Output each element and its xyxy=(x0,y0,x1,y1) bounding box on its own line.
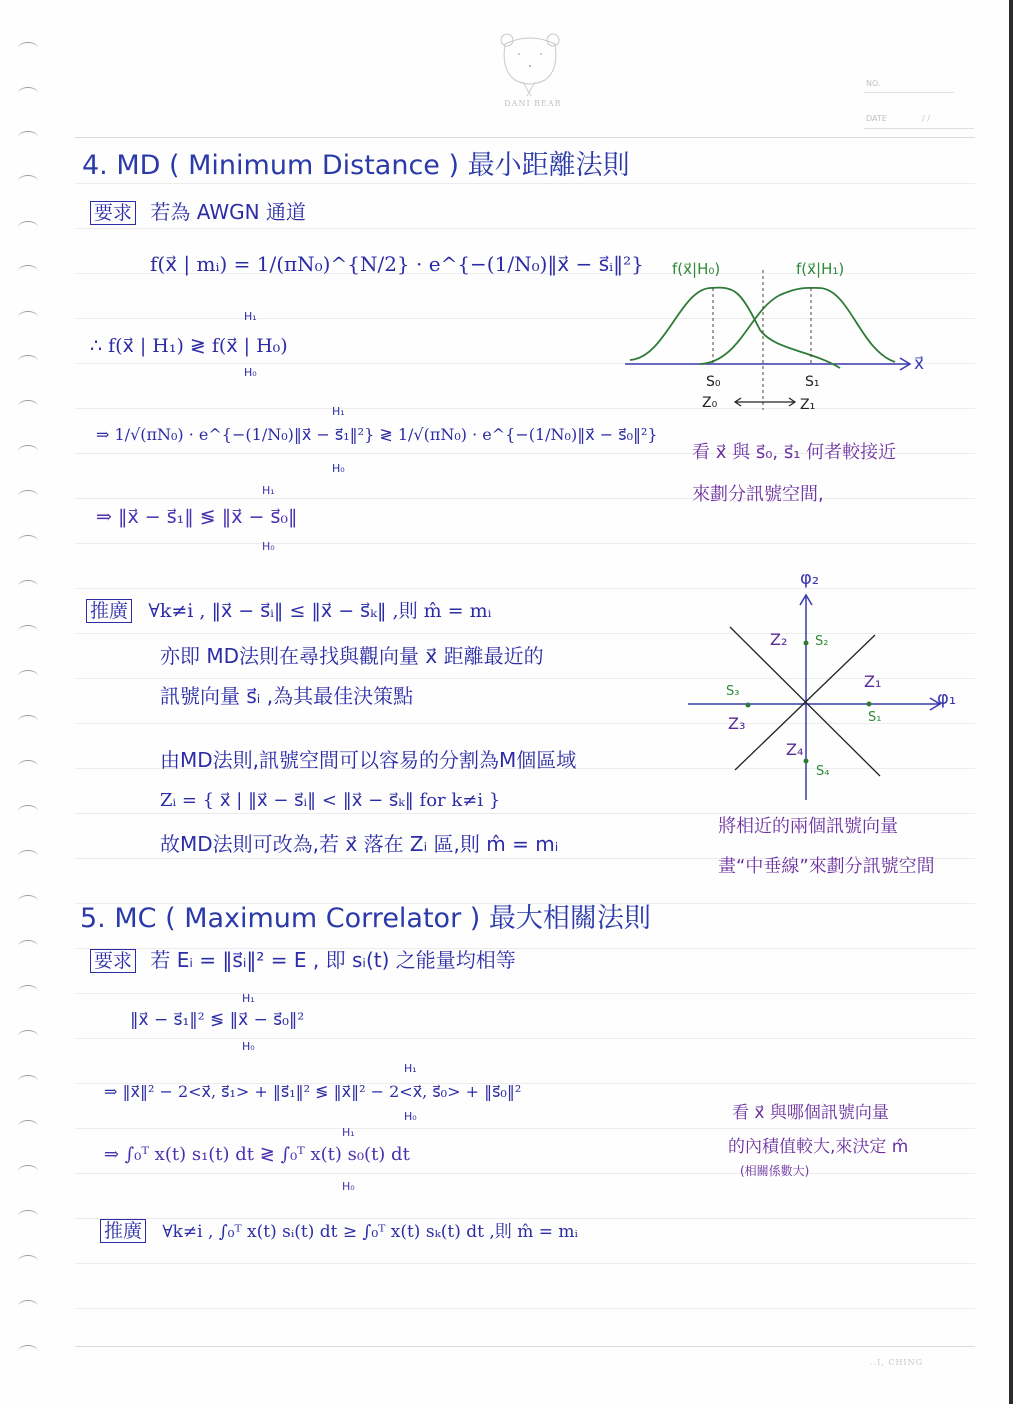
generalization-tag: 推廣 xyxy=(100,1219,146,1243)
squared-distance-step: ‖x⃗ − s⃗₁‖² ≶ ‖x⃗ − s⃗₀‖² xyxy=(130,1010,305,1030)
section5-note-3: (相關係數大) xyxy=(740,1164,810,1178)
section5-requirement xyxy=(90,944,516,973)
region-definition: Zᵢ = { x⃗ | ‖x⃗ − s⃗ᵢ‖ < ‖x⃗ − s⃗ₖ‖ for k≠i } xyxy=(160,790,501,811)
likelihood-step: ∴ f(x⃗ | H₁) ≷ f(x⃗ | H₀) xyxy=(90,335,288,357)
h0-label: H₀ xyxy=(244,366,257,379)
binder-ring xyxy=(18,265,38,278)
binder-ring xyxy=(18,1255,38,1268)
z3-region-label: Z₃ xyxy=(728,714,746,733)
binder-ring xyxy=(18,87,38,100)
date-label: DATE xyxy=(866,114,887,123)
section4-requirement xyxy=(90,196,306,225)
binder-ring xyxy=(18,535,38,548)
binder-ring xyxy=(18,895,38,908)
diagram1-note-2: 來劃分訊號空間, xyxy=(692,484,824,505)
z1-label: Z₁ xyxy=(800,397,816,413)
ruled-line xyxy=(75,543,975,544)
binder-ring xyxy=(18,42,38,55)
h0-label: H₀ xyxy=(404,1110,417,1123)
binder-ring xyxy=(18,760,38,773)
expanded-step: ⇒ ‖x⃗‖² − 2<x⃗, s⃗₁> + ‖s⃗₁‖² ≶ ‖x⃗‖² − 2<x⃗, s⃗₀> + ‖s⃗₀‖² xyxy=(104,1082,522,1101)
binder-ring xyxy=(18,715,38,728)
h1-label: H₁ xyxy=(342,1126,355,1139)
section5-note-2: 的內積值較大,來決定 m̂ xyxy=(728,1137,909,1157)
h0-label: H₀ xyxy=(342,1180,355,1193)
binder-ring xyxy=(18,131,38,144)
ruled-line xyxy=(75,498,975,499)
gaussian-diagram xyxy=(610,250,950,430)
z2-region-label: Z₂ xyxy=(770,630,788,649)
distance-step: ⇒ ‖x⃗ − s⃗₁‖ ≶ ‖x⃗ − s⃗₀‖ xyxy=(96,506,298,528)
requirement-text: 若為 AWGN 通道 xyxy=(150,200,306,224)
binder-ring xyxy=(18,311,38,324)
binder-ring xyxy=(18,670,38,683)
diagram1-note-1: 看 x⃗ 與 s⃗₀, s⃗₁ 何者較接近 xyxy=(692,442,897,463)
section5-note-1: 看 x⃗ 與哪個訊號向量 xyxy=(732,1103,889,1123)
section5-generalization xyxy=(100,1216,578,1243)
pdf-equation: f(x⃗ | mᵢ) = 1/(πN₀)^{N/2} · e^{−(1/N₀)‖x⃗ − s⃗ᵢ‖²} xyxy=(150,252,644,276)
h0-label: H₀ xyxy=(262,540,275,553)
binder-ring xyxy=(18,221,38,234)
x-axis-label: x⃗ xyxy=(914,354,925,374)
binder-ring xyxy=(18,580,38,593)
pdf-h1-label: f(x⃗|H₁) xyxy=(796,260,845,278)
section5-title: 5. MC ( Maximum Correlator ) 最大相關法則 xyxy=(80,903,651,934)
bear-logo-icon xyxy=(495,30,565,100)
ruled-line xyxy=(75,1173,975,1174)
binder-ring xyxy=(18,1030,38,1043)
s0-label: S₀ xyxy=(706,374,721,390)
binder-ring xyxy=(18,400,38,413)
h0-label: H₀ xyxy=(332,462,345,475)
binder-ring xyxy=(18,445,38,458)
region-text-1: 由MD法則,訊號空間可以容易的分割為M個區域 xyxy=(160,748,577,772)
ruled-line xyxy=(75,1308,975,1309)
brand-name: DANI BEAR xyxy=(504,99,562,108)
page-edge xyxy=(1009,0,1013,1404)
ruled-line xyxy=(75,1038,975,1039)
date-line xyxy=(864,128,974,129)
z4-region-label: Z₄ xyxy=(786,740,804,759)
binder-ring xyxy=(18,175,38,188)
section4-title: 4. MD ( Minimum Distance ) 最小距離法則 xyxy=(82,150,630,181)
ruled-line xyxy=(75,1128,975,1129)
requirement-tag: 要求 xyxy=(90,949,136,973)
binder-ring xyxy=(18,805,38,818)
binder-ring xyxy=(18,1210,38,1223)
s1-label: S₁ xyxy=(805,374,820,390)
pdf-h0-label: f(x⃗|H₀) xyxy=(672,260,721,278)
requirement-text: 若 Eᵢ = ‖s⃗ᵢ‖² = E , 即 sᵢ(t) 之能量均相等 xyxy=(150,948,516,972)
requirement-tag: 要求 xyxy=(90,201,136,225)
h1-label: H₁ xyxy=(262,484,275,497)
h1-label: H₁ xyxy=(332,405,345,418)
binder-ring xyxy=(18,355,38,368)
ruled-line xyxy=(75,137,975,138)
ruled-line xyxy=(75,1263,975,1264)
constellation-diagram xyxy=(680,580,980,800)
phi1-axis-label: φ₁ xyxy=(937,688,957,709)
binder-ring xyxy=(18,850,38,863)
binder-ring xyxy=(18,1300,38,1313)
generalization-rule: ∀k≠i , ∫₀ᵀ x(t) sᵢ(t) dt ≥ ∫₀ᵀ x(t) sₖ(t) dt ,則 m̂ = mᵢ xyxy=(162,1222,578,1242)
ruled-line xyxy=(75,183,975,184)
ruled-line xyxy=(75,993,975,994)
exponent-step: ⇒ 1/√(πN₀) · e^{−(1/N₀)‖x⃗ − s⃗₁‖²} ≷ 1/√(πN₀) · e^{−(1/N₀)‖x⃗ − s⃗₀‖²} xyxy=(96,425,658,444)
date-value: / / xyxy=(922,114,930,123)
s1-point-label: S₁ xyxy=(868,710,882,725)
md-explanation-1: 亦即 MD法則在尋找與觀向量 x⃗ 距離最近的 xyxy=(160,644,544,668)
binder-ring xyxy=(18,625,38,638)
z1-region-label: Z₁ xyxy=(864,672,882,691)
s3-point-label: S₃ xyxy=(726,684,740,699)
binder-ring xyxy=(18,985,38,998)
no-label: NO. xyxy=(866,79,881,88)
no-line xyxy=(864,92,954,93)
generalization-rule: ∀k≠i , ‖x⃗ − s⃗ᵢ‖ ≤ ‖x⃗ − s⃗ₖ‖ ,則 m̂ = mᵢ xyxy=(148,600,492,622)
diagram2-note-2: 畫“中垂線”來劃分訊號空間 xyxy=(718,856,935,877)
binder-ring xyxy=(18,490,38,503)
s4-point-label: S₄ xyxy=(816,764,830,779)
h1-label: H₁ xyxy=(244,310,257,323)
ruled-line xyxy=(75,1346,975,1347)
phi2-axis-label: φ₂ xyxy=(800,568,820,589)
binder-ring xyxy=(18,940,38,953)
binder-ring xyxy=(18,1075,38,1088)
s2-point-label: S₂ xyxy=(815,634,829,649)
generalization-tag: 推廣 xyxy=(86,599,132,623)
diagram2-note-1: 將相近的兩個訊號向量 xyxy=(718,816,898,837)
ruled-line xyxy=(75,228,975,229)
section4-generalization xyxy=(86,596,491,623)
md-explanation-2: 訊號向量 s⃗ᵢ ,為其最佳決策點 xyxy=(160,684,414,708)
correlator-step: ⇒ ∫₀ᵀ x(t) s₁(t) dt ≷ ∫₀ᵀ x(t) s₀(t) dt xyxy=(104,1144,410,1165)
region-text-2: 故MD法則可改為,若 x⃗ 落在 Zᵢ 區,則 m̂ = mᵢ xyxy=(160,832,559,856)
binder-ring xyxy=(18,1165,38,1178)
h1-label: H₁ xyxy=(404,1062,417,1075)
z0-label: Z₀ xyxy=(702,395,718,411)
h0-label: H₀ xyxy=(242,1040,255,1053)
h1-label: H₁ xyxy=(242,992,255,1005)
binder-ring xyxy=(18,1120,38,1133)
binder-ring xyxy=(18,1345,38,1358)
notebook-footer: ..I, CHING xyxy=(870,1358,923,1367)
